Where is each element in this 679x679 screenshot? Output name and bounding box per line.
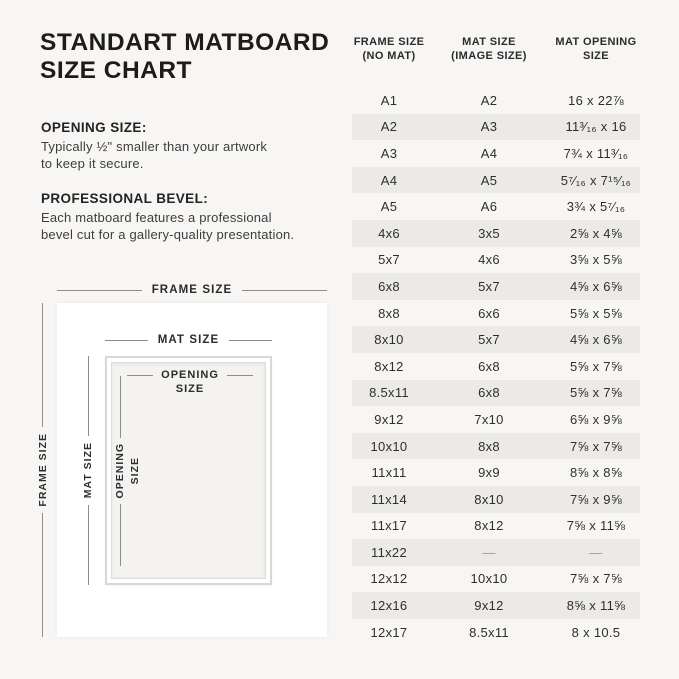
table-cell: A6 (480, 199, 498, 215)
table-cell: 4x6 (478, 252, 500, 268)
table-cell: A5 (480, 172, 498, 188)
table-cell: 8⅝ x 8⅝ (570, 465, 622, 481)
table-row (352, 566, 640, 593)
table-cell: 6x6 (478, 305, 500, 321)
opening-size-top-line (120, 376, 121, 438)
opening-vertical-word: OPENING (114, 443, 126, 499)
table-cell: 5⅝ x 7⅝ (570, 385, 622, 401)
table-cell: A3 (380, 145, 398, 161)
table-cell: 9x9 (478, 465, 500, 481)
table-cell: — (589, 544, 603, 560)
table-cell: A4 (380, 172, 398, 188)
page-title-line1: STANDART MATBOARD (40, 29, 330, 56)
table-cell: A3 (480, 119, 498, 135)
opening-size-heading: OPENING SIZE: (41, 120, 147, 135)
table-row (352, 300, 640, 327)
table-cell: 9x12 (474, 598, 504, 614)
table-cell: 7¾ x 11³⁄₁₆ (563, 145, 629, 161)
table-row (352, 406, 640, 433)
table-cell: A4 (480, 145, 498, 161)
mat-size-label: MAT SIZE (157, 334, 220, 346)
table-row (352, 140, 640, 167)
table-cell: 8x10 (374, 332, 404, 348)
mat-size-vertical-label (81, 356, 95, 585)
table-row (352, 539, 640, 566)
table-cell: 8⅝ x 11⅝ (566, 598, 626, 614)
table-row (352, 220, 640, 247)
frame-size-vertical-text: FRAME SIZE (36, 433, 49, 507)
table-cell: 2⅝ x 4⅝ (570, 225, 622, 241)
table-row (352, 459, 640, 486)
opening-size-body-line1: Typically ½" smaller than your artwork (41, 139, 268, 154)
table-cell: 16 x 22⅞ (568, 92, 624, 108)
table-cell: 4⅝ x 6⅝ (570, 278, 622, 294)
header-frame-size-line2: (NO MAT) (362, 49, 416, 62)
table-row (352, 619, 640, 646)
table-cell: 8x10 (474, 491, 504, 507)
table-cell: 10x10 (370, 438, 408, 454)
table-cell: 6x8 (478, 385, 500, 401)
mat-size-bottom-line (88, 505, 89, 585)
professional-bevel-body-line2: bevel cut for a gallery-quality presentation. (41, 226, 295, 242)
table-cell: 5x7 (378, 252, 400, 268)
table-row (352, 513, 640, 540)
table-cell: 4⅝ x 6⅝ (570, 332, 622, 348)
table-cell: 8 x 10.5 (571, 624, 621, 640)
table-cell: 9x12 (374, 411, 404, 427)
table-cell: — (482, 544, 496, 560)
table-row (352, 433, 640, 460)
table-cell: 6x8 (378, 278, 400, 294)
opening-size-label-line2: SIZE (175, 382, 205, 395)
table-row (352, 326, 640, 353)
table-cell: 8x8 (478, 438, 500, 454)
table-row (352, 380, 640, 407)
size-table-body (352, 87, 640, 645)
header-frame-size (352, 36, 426, 63)
table-cell: 11x14 (371, 491, 407, 507)
table-row (352, 273, 640, 300)
table-cell: 12x16 (370, 598, 408, 614)
table-cell: 12x12 (370, 571, 408, 587)
frame-size-bottom-line (42, 513, 43, 637)
table-row (352, 353, 640, 380)
size-vertical-word: SIZE (129, 457, 141, 485)
matboard-diagram-frame (57, 303, 327, 637)
table-row (352, 167, 640, 194)
opening-size-label-line1: OPENING (161, 369, 219, 381)
opening-size-label (161, 369, 219, 396)
table-row (352, 193, 640, 220)
header-mat-size-line2: (IMAGE SIZE) (451, 49, 527, 62)
table-cell: 12x17 (370, 624, 408, 640)
opening-size-body-line2: to keep it secure. (41, 155, 144, 171)
size-table (352, 36, 640, 645)
header-mat-size (426, 36, 552, 63)
table-cell: 3⅝ x 5⅝ (570, 252, 622, 268)
mat-size-horizontal-label (105, 334, 272, 346)
table-cell: 7⅝ x 7⅝ (570, 571, 622, 587)
table-cell: 11x17 (371, 518, 407, 534)
header-mat-size-line1: MAT SIZE (462, 36, 516, 48)
professional-bevel-section (41, 190, 294, 243)
table-cell: A2 (480, 92, 498, 108)
header-frame-size-line1: FRAME SIZE (353, 36, 425, 48)
opening-size-vertical-text (114, 443, 141, 498)
frame-size-vertical-label (35, 303, 50, 637)
table-cell: 5⅝ x 5⅝ (570, 305, 622, 321)
table-row (352, 592, 640, 619)
professional-bevel-body-line1: Each matboard features a professional (41, 210, 272, 225)
table-cell: 6x8 (478, 358, 500, 374)
page-title (40, 29, 329, 85)
size-table-header (352, 36, 640, 63)
table-cell: 8.5x11 (469, 624, 509, 640)
table-cell: 8x12 (474, 518, 504, 534)
table-cell: 3x5 (478, 225, 500, 241)
table-cell: 7⅝ x 7⅝ (570, 438, 622, 454)
opening-size-vertical-label (114, 376, 144, 566)
table-cell: 8x12 (374, 358, 404, 374)
frame-size-right-line (242, 290, 327, 291)
header-mat-opening (552, 36, 640, 63)
table-cell: 3¾ x 5⁷⁄₁₆ (566, 199, 626, 215)
opening-size-right-line (227, 375, 253, 376)
table-cell: 7⅝ x 11⅝ (566, 518, 626, 534)
table-cell: 5⅝ x 7⅝ (570, 358, 622, 374)
table-cell: 8.5x11 (369, 385, 409, 401)
table-cell: 5x7 (478, 332, 500, 348)
opening-size-bottom-line (120, 504, 121, 566)
frame-size-horizontal-label (57, 284, 327, 296)
table-cell: A2 (380, 119, 398, 135)
table-cell: 11x11 (371, 465, 407, 481)
opening-size-section (41, 119, 267, 172)
table-cell: 5x7 (478, 278, 500, 294)
table-cell: 6⅝ x 9⅝ (570, 411, 622, 427)
table-row (352, 486, 640, 513)
header-mat-opening-line2: SIZE (582, 49, 610, 62)
mat-size-vertical-text: MAT SIZE (82, 442, 94, 499)
table-cell: 8x8 (378, 305, 400, 321)
mat-size-right-line (229, 340, 272, 341)
table-cell: 7x10 (474, 411, 504, 427)
frame-size-label: FRAME SIZE (151, 284, 233, 296)
mat-size-left-line (105, 340, 148, 341)
page-title-line2: SIZE CHART (40, 57, 192, 84)
table-cell: 7⅝ x 9⅝ (570, 491, 622, 507)
table-cell: 4x6 (378, 225, 400, 241)
opening-size-horizontal-label (127, 369, 253, 396)
table-cell: 10x10 (470, 571, 508, 587)
table-row (352, 114, 640, 141)
mat-size-top-line (88, 356, 89, 436)
table-cell: 11³⁄₁₆ x 16 (565, 119, 627, 135)
table-cell: 11x22 (371, 544, 407, 560)
table-cell: A5 (380, 199, 398, 215)
frame-size-left-line (57, 290, 142, 291)
frame-size-top-line (42, 303, 43, 427)
table-cell: 5⁷⁄₁₆ x 7¹⁵⁄₁₆ (560, 172, 632, 188)
table-row (352, 87, 640, 114)
table-row (352, 247, 640, 274)
header-mat-opening-line1: MAT OPENING (555, 36, 637, 48)
professional-bevel-heading: PROFESSIONAL BEVEL: (41, 191, 209, 206)
table-cell: A1 (380, 92, 398, 108)
